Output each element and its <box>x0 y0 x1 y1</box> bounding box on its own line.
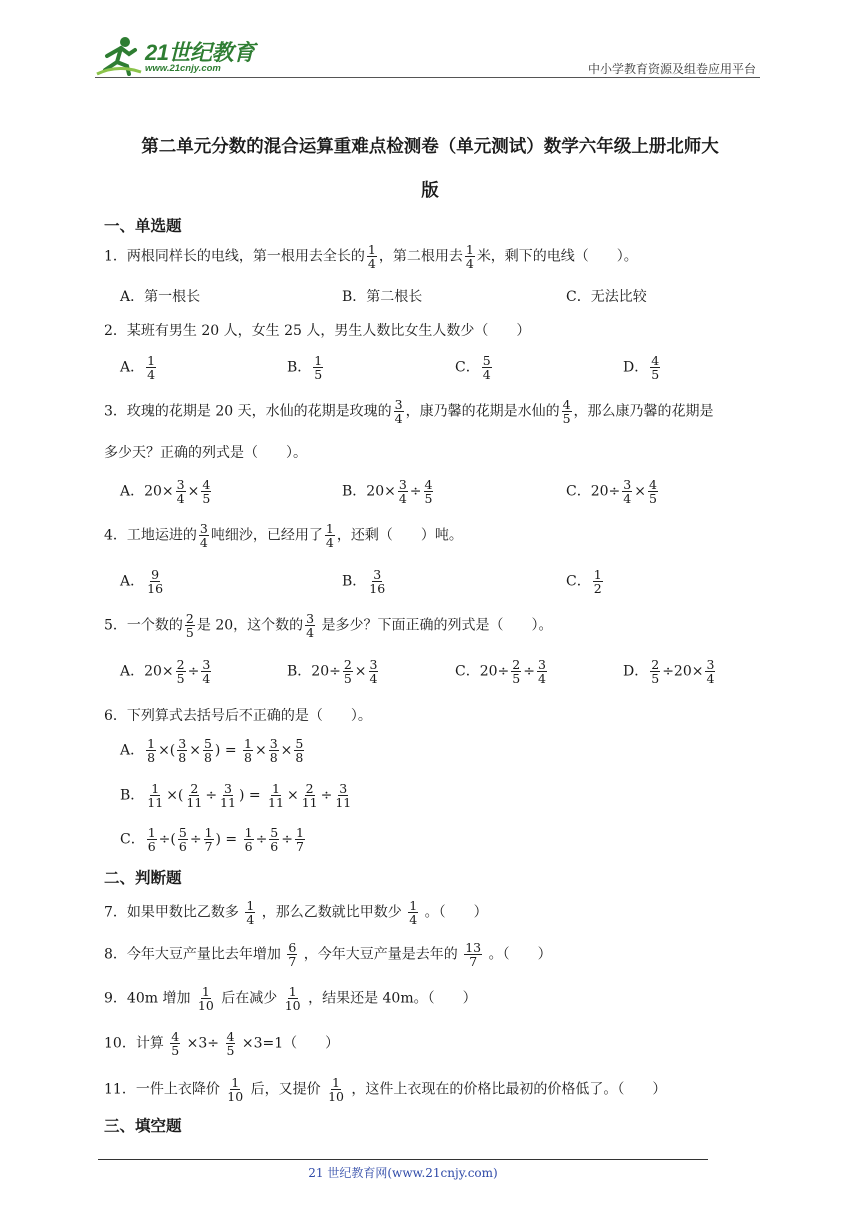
fraction: $\frac{3}{4}$ <box>623 477 632 506</box>
question-1 <box>104 243 638 270</box>
question-4: 4．工地运进的 $\frac{3}{4}$ 吨细沙，已经用了 $\frac{1}{4}$ ，还剩（ ）吨。 <box>104 521 463 550</box>
q5-option-a[interactable]: A．20× $\frac{2}{5}$ ÷ $\frac{3}{4}$ <box>120 657 211 686</box>
fraction: $\frac{1}{4}$ <box>367 242 376 271</box>
fraction: $\frac{2}{5}$ <box>512 657 521 686</box>
question-2: 2．某班有男生 20 人，女生 25 人，男生人数比女生人数少（ ） <box>104 323 531 339</box>
fraction: $\frac{9}{16}$ <box>147 567 164 596</box>
fraction: $\frac{4}{5}$ <box>202 477 211 506</box>
question-8: 8．今年大豆产量比去年增加 $\frac{6}{7}$ ，今年大豆产量是去年的 $\frac{13}{7}$ 。（ ） <box>104 940 552 969</box>
fraction: $\frac{1}{2}$ <box>593 567 602 596</box>
logo-url-text: www.21cnjy.com <box>145 63 221 74</box>
q4-option-a[interactable]: A． $\frac{9}{16}$ <box>120 567 164 596</box>
footer-divider <box>98 1159 708 1160</box>
fraction: $\frac{3}{4}$ <box>398 477 407 506</box>
q3-option-c[interactable]: C．20÷ $\frac{3}{4}$ × $\frac{4}{5}$ <box>566 477 657 506</box>
question-6: 6．下列算式去括号后不正确的是（ ）。 <box>104 708 372 724</box>
q2-option-d[interactable]: D． $\frac{4}{5}$ <box>623 353 660 382</box>
section-heading-true-false: 二、判断题 <box>104 869 182 887</box>
fraction: $\frac{3}{4}$ <box>176 477 185 506</box>
fraction: $\frac{3}{4}$ <box>199 521 208 550</box>
question-11: 11．一件上衣降价 $\frac{1}{10}$ 后，又提价 $\frac{1}{10}$ ，这件上衣现在的价格比最初的价格低了。（ ） <box>104 1075 667 1104</box>
runner-logo-icon <box>95 34 145 76</box>
site-logo[interactable] <box>95 34 265 76</box>
fraction: $\frac{3}{16}$ <box>369 567 386 596</box>
q4-option-b[interactable]: B． $\frac{3}{16}$ <box>342 567 386 596</box>
platform-name: 中小学教育资源及组卷应用平台 <box>587 62 756 76</box>
q4-option-c[interactable]: C． $\frac{1}{2}$ <box>566 567 602 596</box>
fraction: $\frac{5}{4}$ <box>482 353 491 382</box>
q1-option-b[interactable]: B．第二根长 <box>342 289 423 305</box>
footer-link[interactable]: 21 世纪教育网(www.21cnjy.com) <box>308 1166 498 1180</box>
section-heading-fill-in: 三、填空题 <box>104 1117 182 1135</box>
fraction: $\frac{3}{4}$ <box>537 657 546 686</box>
fraction: $\frac{1}{4}$ <box>147 353 156 382</box>
fraction: $\frac{2}{5}$ <box>651 657 660 686</box>
fraction: $\frac{1}{4}$ <box>465 242 474 271</box>
page-header <box>95 34 760 78</box>
q5-option-b[interactable]: B．20÷ $\frac{2}{5}$ × $\frac{3}{4}$ <box>287 657 378 686</box>
fraction: $\frac{2}{5}$ <box>176 657 185 686</box>
fraction: $\frac{3}{4}$ <box>202 657 211 686</box>
q1-text-part: 米，剩下的电线（ ）。 <box>476 248 638 265</box>
logo-brand-text: 21世纪教育 <box>145 40 255 65</box>
fraction: $\frac{1}{5}$ <box>314 353 323 382</box>
fraction: $\frac{4}{5}$ <box>424 477 433 506</box>
question-9: 9．40m 增加 $\frac{1}{10}$ 后在减少 $\frac{1}{10}$ ，结果还是 40m。（ ） <box>104 984 477 1013</box>
q6-option-b[interactable]: B． $\frac{1}{11}$ ×( $\frac{2}{11}$ ÷ $\frac{3}{11}$ ) = $\frac{1}{11}$ × $\frac{2}{11}$ ÷ $\frac{3}{11}$ <box>120 781 352 810</box>
section-heading-single-choice: 一、单选题 <box>104 217 182 235</box>
page-title-continued: 版 <box>421 181 439 201</box>
q3-option-b[interactable]: B．20× $\frac{3}{4}$ ÷ $\frac{4}{5}$ <box>342 477 433 506</box>
question-7: 7．如果甲数比乙数多 $\frac{1}{4}$ ，那么乙数就比甲数少 $\frac{1}{4}$ 。（ ） <box>104 898 488 927</box>
q5-option-d[interactable]: D． $\frac{2}{5}$ ÷20× $\frac{3}{4}$ <box>623 657 715 686</box>
q2-option-a[interactable]: A． $\frac{1}{4}$ <box>120 353 156 382</box>
question-10: 10．计算 $\frac{4}{5}$ ×3÷ $\frac{4}{5}$ ×3=1（ ） <box>104 1029 340 1058</box>
question-5: 5．一个数的 $\frac{2}{5}$ 是 20，这个数的 $\frac{3}{4}$ 是多少？下面正确的列式是（ ）。 <box>104 611 553 640</box>
q1-option-a[interactable]: A．第一根长 <box>120 289 201 305</box>
fraction: $\frac{4}{5}$ <box>648 477 657 506</box>
fraction: $\frac{3}{4}$ <box>306 611 315 640</box>
fraction: $\frac{3}{4}$ <box>706 657 715 686</box>
q3-option-a[interactable]: A．20× $\frac{3}{4}$ × $\frac{4}{5}$ <box>120 477 211 506</box>
fraction: $\frac{3}{4}$ <box>369 657 378 686</box>
page-title: 第二单元分数的混合运算重难点检测卷（单元测试）数学六年级上册北师大 <box>141 137 719 157</box>
q1-text-part: ，第二根用去 <box>378 248 463 265</box>
question-3-line2: 多少天？正确的列式是（ ）。 <box>104 445 307 461</box>
fraction: $\frac{1}{4}$ <box>325 521 334 550</box>
fraction: $\frac{2}{5}$ <box>185 611 194 640</box>
q1-text-part: 1．两根同样长的电线，第一根用去全长的 <box>104 248 365 265</box>
q5-option-c[interactable]: C．20÷ $\frac{2}{5}$ ÷ $\frac{3}{4}$ <box>455 657 546 686</box>
q2-option-c[interactable]: C． $\frac{5}{4}$ <box>455 353 491 382</box>
fraction: $\frac{2}{5}$ <box>343 657 352 686</box>
q6-option-a[interactable]: A． $\frac{1}{8}$ ×( $\frac{3}{8}$ × $\frac{5}{8}$ ) = $\frac{1}{8}$ × $\frac{3}{8}$ × $\frac{5}{8}$ <box>120 736 304 765</box>
q2-option-b[interactable]: B． $\frac{1}{5}$ <box>287 353 323 382</box>
fraction: $\frac{3}{4}$ <box>394 397 403 426</box>
q1-option-c[interactable]: C．无法比较 <box>566 289 647 305</box>
fraction: $\frac{4}{5}$ <box>562 397 571 426</box>
q6-option-c[interactable]: C． $\frac{1}{6}$ ÷( $\frac{5}{6}$ ÷ $\frac{1}{7}$ ) = $\frac{1}{6}$ ÷ $\frac{5}{6}$ ÷ $\frac{1}{7}$ <box>120 825 304 854</box>
question-3: 3．玫瑰的花期是 20 天，水仙的花期是玫瑰的 $\frac{3}{4}$ ，康乃馨的花期是水仙的 $\frac{4}{5}$ ，那么康乃馨的花期是 <box>104 397 714 426</box>
fraction: $\frac{4}{5}$ <box>651 353 660 382</box>
